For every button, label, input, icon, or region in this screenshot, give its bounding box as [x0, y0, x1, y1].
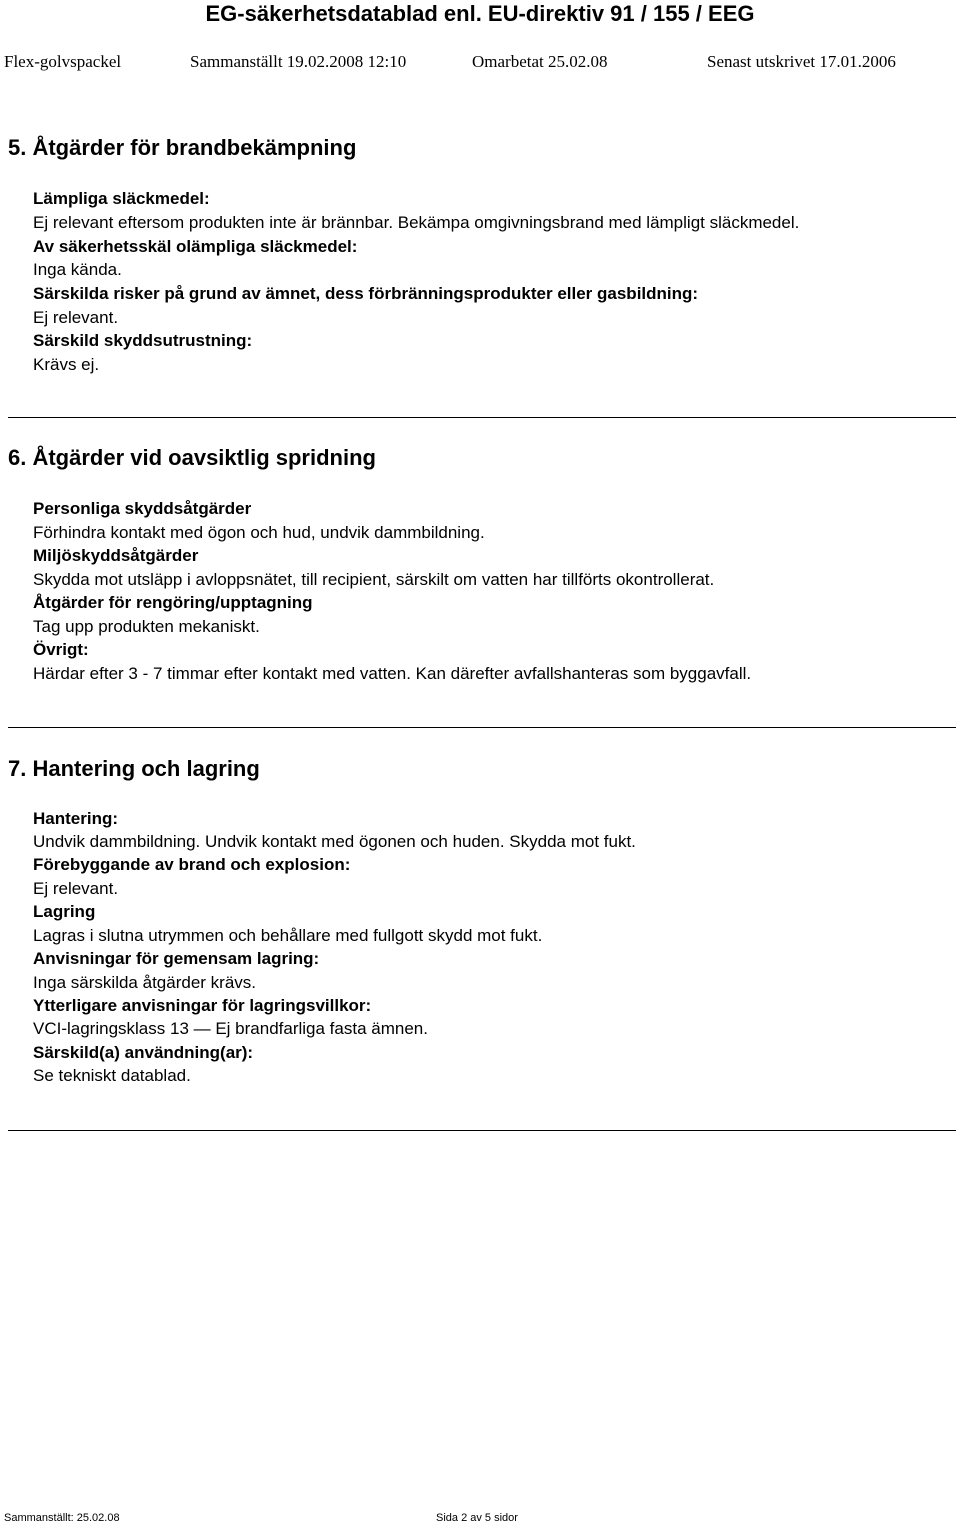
field-label: Hantering: — [33, 809, 118, 828]
field-text: Krävs ej. — [33, 355, 100, 374]
section-divider — [8, 417, 956, 418]
revised-date: Omarbetat 25.02.08 — [472, 52, 608, 71]
field-label: Åtgärder för rengöring/upptagning — [33, 593, 313, 612]
field-text: Undvik dammbildning. Undvik kontakt med ögonen och huden. Skydda mot fukt. — [33, 832, 636, 851]
document-meta — [4, 50, 934, 74]
field-text: Ej relevant. — [33, 879, 119, 898]
field-label: Personliga skyddsåtgärder — [33, 499, 252, 518]
product-name: Flex-golvspackel — [4, 52, 122, 71]
field-label: Av säkerhetsskäl olämpliga släckmedel: — [33, 237, 358, 256]
field-label: Ytterligare anvisningar för lagringsvillkor: — [33, 996, 372, 1015]
field-text: VCI-lagringsklass 13 — Ej brandfarliga fasta ämnen. — [33, 1019, 428, 1038]
field-text: Ej relevant eftersom produkten inte är brännbar. Bekämpa omgivningsbrand med lämpligt släckmedel. — [33, 213, 800, 232]
compiled-date: Sammanställt 19.02.2008 12:10 — [190, 52, 407, 71]
field-label: Övrigt: — [33, 640, 89, 659]
field-label: Anvisningar för gemensam lagring: — [33, 949, 320, 968]
section-divider — [8, 727, 956, 728]
field-text: Lagras i slutna utrymmen och behållare med fullgott skydd mot fukt. — [33, 926, 543, 945]
field-label: Särskilda risker på grund av ämnet, dess förbränningsprodukter eller gasbildning: — [33, 284, 699, 303]
field-text: Inga särskilda åtgärder krävs. — [33, 973, 256, 992]
field-text: Tag upp produkten mekaniskt. — [33, 617, 260, 636]
section-heading: 7. Hantering och lagring — [8, 756, 260, 781]
field-label: Förebyggande av brand och explosion: — [33, 855, 351, 874]
field-text: Skydda mot utsläpp i avloppsnätet, till recipient, särskilt om vatten har tillförts okontrollerat. — [33, 570, 715, 589]
field-label: Lämpliga släckmedel: — [33, 189, 210, 208]
field-text: Ej relevant. — [33, 308, 119, 327]
section-divider — [8, 1130, 956, 1131]
footer-page-number: Sida 2 av 5 sidor — [436, 1512, 518, 1524]
footer-compiled-date: Sammanställt: 25.02.08 — [4, 1512, 120, 1524]
field-text: Inga kända. — [33, 260, 122, 279]
printed-date: Senast utskrivet 17.01.2006 — [707, 52, 896, 71]
field-label: Särskild(a) användning(ar): — [33, 1043, 254, 1062]
section-heading: 6. Åtgärder vid oavsiktlig spridning — [8, 445, 376, 470]
field-label: Miljöskyddsåtgärder — [33, 546, 199, 565]
document-title: EG-säkerhetsdatablad enl. EU-direktiv 91 / 155 / EEG — [205, 1, 755, 26]
field-text: Härdar efter 3 - 7 timmar efter kontakt med vatten. Kan därefter avfallshanteras som byggavfall. — [33, 664, 752, 683]
field-text: Förhindra kontakt med ögon och hud, undvik dammbildning. — [33, 523, 485, 542]
field-label: Lagring — [33, 902, 96, 921]
field-text: Se tekniskt datablad. — [33, 1066, 191, 1085]
field-label: Särskild skyddsutrustning: — [33, 331, 253, 350]
section-heading: 5. Åtgärder för brandbekämpning — [8, 135, 357, 160]
